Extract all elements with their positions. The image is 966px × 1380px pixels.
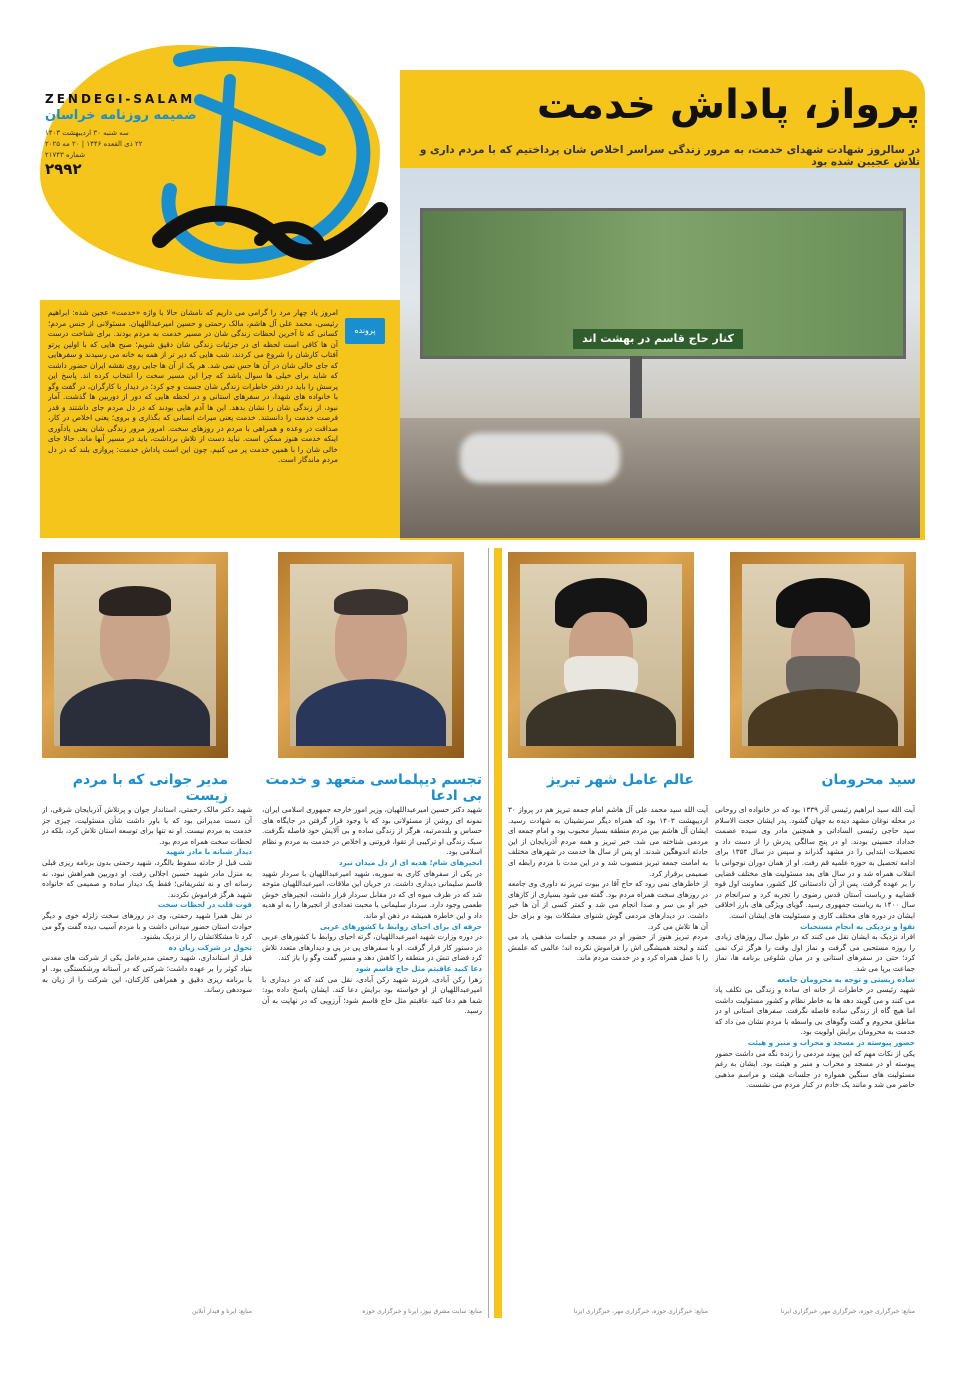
portrait-frame-amirabdollahian (278, 552, 464, 758)
portrait-alehashem (520, 564, 682, 746)
article-raisi-body4: یکی از نکات مهم که این پیوند مردمی را زنده نگه می داشت حضور پیوسته او در مسجد و محراب و منبر و هیئت بود. ایشان به رغم مسئولیت های سنگین همواره در جلسات هیئت و مراسم مذهبی حاضر می شد و مانند یک خادم در کنار مردم می نشست. (715, 1048, 915, 1090)
article-raisi (715, 805, 915, 1305)
blurred-vehicle (460, 433, 620, 483)
article-alehashem-body3: مردم تبریز هنوز از حضور او در مسجد و جلسات مذهبی یاد می کنند و لبخند همیشگی اش را فراموش نکرده اند؛ عالمی که علمش را با عمل همراه کرد و در خدمت مردم ماند. (508, 932, 708, 963)
yellow-column-bar (494, 548, 502, 1318)
portrait-amirabdollahian (290, 564, 452, 746)
article-rahmati-body2: شب قبل از حادثه سقوط بالگرد، شهید رحمتی بدون برنامه ریزی قبلی به منزل مادر شهید حسین اجلالی رفت. او دوربین همراهش نبود، نه رسانه ای و نه تشریفاتی؛ فقط یک دیدار ساده و صمیمی که خانواده شهید هرگز فراموش نکردند. (42, 857, 252, 899)
article-raisi-sub2: ساده زیستی و توجه به محرومان جامعه (777, 974, 915, 984)
article-amirabdollahian-sub2: حرفه ای برای احیای روابط با کشورهای عربی (320, 921, 482, 931)
article-rahmati-body4: قبل از استانداری، شهید رحمتی مدیرعامل یکی از شرکت های معدنی بنیاد کوثر را بر عهده داشت؛ شرکتی که در آستانه ورشکستگی بود. او با برنامه ریزی دقیق و همراهی کارکنان، این شرکت را از زیان به سوددهی رساند. (42, 953, 252, 995)
article-rahmati-body3: در نقل همرا شهید رحمتی، وی در روزهای سخت زلزله خوی و دیگر حوادث استان حضور میدانی داشت و با مردم آسیب دیده گفت وگو می کرد تا مشکلاتشان را از نزدیک بشنود. (42, 910, 252, 942)
masthead-supplement: ضمیمه روزنامه خراسان (45, 108, 197, 123)
article-amirabdollahian-body2: در یکی از سفرهای کاری به سوریه، شهید امیرعبداللهیان با سردار شهید قاسم سلیمانی دیداری داشت. در جریان این ملاقات، امیرعبداللهیان متوجه شد که در ظرف میوه ای که در مقابل سردار قرار داشت، انجیرهای خوش طعمی وجود دارد. سردار سلیمانی با محبت تعدادی از انجیرها را به او هدیه داد و این خاطره همیشه در ذهن او ماند. (262, 868, 482, 920)
article-raisi-intro: آیت الله سید ابراهیم رئیسی آذر ۱۳۳۹ بود که در خانواده ای روحانی در محله نوغان مشهد دیده به جهان گشود. پدر ایشان حجت الاسلام سید حاجی رئیسی الساداتی و همچنین مادر وی سیده عصمت خداداد حسینی بودند. او در پنج سالگی پدرش را از دست داد و تحصیلات ابتدایی را در مشهد گذراند و سپس در سال ۱۳۵۴ برای ادامه تحصیل به حوزه علمیه قم رفت. او از همان دوران نوجوانی با انقلاب همراه شد و در سال های بعد مسئولیت های مختلف قضایی را بر عهده گرفت. پس از آن دادستانی کل کشور، معاونت اول قوه قضاییه و ریاست آستان قدس رضوی را تجربه کرد و سرانجام در سال ۱۴۰۰ به ریاست جمهوری رسید. گویای ویژگی های بارز اخلاقی ایشان در دوره های مختلف کاری و مسئولیت های ایشان است. (715, 805, 915, 920)
caption-raisi: سید محرومان (821, 772, 916, 788)
article-raisi-sub3: حضور پیوسته در مسجد و محراب و منبر و هیئت (747, 1038, 915, 1048)
article-alehashem-intro: آیت الله سید محمد علی آل هاشم امام جمعه تبریز هم در پرواز ۳۰ اردیبهشت ۱۴۰۳ بود که همراه دیگر سرنشینان به شهادت رسید. ایشان آل هاشم بین مردم منطقه بسیار محبوب بود و امام جمعه ای مردمی شناخته می شد. خبر تبریز و همه مردم آذربایجان از این حادثه اندوهگین شدند. او پس از سال ها خدمت در شهرهای مختلف به امامت جمعه تبریز منصوب شد و در این مدت با مردم رابطه ای صمیمی برقرار کرد. (508, 805, 708, 878)
portrait-frame-raisi (730, 552, 916, 758)
portrait-rahmati (54, 564, 216, 746)
intro-text: امروز یاد چهار مرد را گرامی می داریم که نامشان حالا با واژه «خدمت» عجین شده: ابراهیم رئیسی، محمد علی آل هاشم، مالک رحمتی و حسین امیرعبداللهیان. مسئولانی از جنس مردم؛ کسانی که تا آخرین لحظات زندگی شان در مسیر خدمت به مردم بودند. برای شناخت درست آن ها کافی است لحظه ای در جزئیات زندگی شان دقیق شویم؛ صبح هایی که با اولین پرتو آفتاب کارشان را شروع می کردند، شب هایی که دیر تر از همه به خانه می رسیدند و سفرهایی که جای خالی شان در آن ها حس نمی شد. هر یک از آن ها جایی روی نقشه ایران حضور داشت که شاید برای خیلی ها سوال باشد که چرا این مسیر سخت را انتخاب کرده اند. پاسخ این پرسش را باید در دفتر خاطرات زندگی شان جست و جو کرد؛ در دیدار با کارگران، در گفت وگو با خانواده های شهدا، در سفرهای استانی و در لحظه هایی که دور از دوربین ها گذشت. آمار نبود، از زندگی شان را نشان بدهد. این ها آدم هایی بودند که در دل مردم جای داشتند و قدر فرصت خدمت را دانستند. خدمت یعنی میراث انسانی که بگذاری و بروی؛ یعنی اخلاص در کار، صداقت در وعده و همراهی با مردم در روزهای سخت. امروز مرور زندگی شان یعنی یادآوری اینکه خدمت هنوز ممکن است. نباید دست از تلاش برداشت، باید در مسیر آنها ماند. حالا جای خالی شان را با همین خدمت پر می کنیم. چون این است پاداش خدمت: پروازی بلند که در دل مردم ماندگار است. (48, 308, 338, 464)
date-line-1: سه شنبه ۳۰ اردیبهشت ۱۴۰۳ (45, 129, 129, 137)
source-raisi: منابع: خبرگزاری حوزه، خبرگزاری مهر، خبرگزاری ایرنا (780, 1308, 915, 1315)
caption-rahmati: مدیر جوانی که با مردم زیست (72, 772, 228, 804)
caption-amirabdollahian: تجسم دیپلماسی متعهد و خدمت بی ادعا (265, 772, 482, 804)
article-amirabdollahian-body4: زهرا رکن آبادی، فرزند شهید رکن آبادی، نقل می کند که در دیداری با امیرعبداللهیان از او خواسته بود برایش دعا کند. ایشان پاسخ داده بود: شما هم دعا کنید عاقبتم مثل حاج قاسم شود؛ آرزویی که در نهایت به آن رسید. (262, 974, 482, 1016)
article-amirabdollahian (262, 805, 482, 1305)
source-amirabdollahian: منابع: سایت مشرق نیوز، ایرنا و خبرگزاری حوزه (362, 1308, 482, 1315)
masthead-dates (45, 128, 185, 161)
billboard-caption: کنار حاج قاسم در بهشت اند (573, 329, 743, 349)
issue-label: شماره ۲۱۷۴۳ (45, 151, 86, 159)
date-line-2: ۲۲ ذی القعده ۱۴۴۶ | ۲۰ مه ۲۰۲۵ (45, 140, 143, 148)
portrait-frame-rahmati (42, 552, 228, 758)
hero-photo-billboard (400, 168, 920, 538)
source-alehashem: منابع: خبرگزاری حوزه، خبرگزاری مهر، خبرگزاری ایرنا (573, 1308, 708, 1315)
portrait-frame-alehashem (508, 552, 694, 758)
column-divider (488, 548, 489, 1318)
article-rahmati (42, 805, 252, 1305)
hero-subtitle: در سالروز شهادت شهدای خدمت، به مرور زندگی سراسر اخلاص شان پرداختیم که با مردم داری و تلاش عجیبن شده بود (419, 144, 920, 168)
article-amirabdollahian-sub1: انجیرهای شام؛ هدیه ای از دل میدان نبرد (338, 857, 482, 867)
article-rahmati-sub1: دیدار شبانه با مادر شهید (165, 847, 252, 857)
masthead-latin-name: ZENDEGI-SALAM (45, 92, 196, 106)
billboard (420, 208, 906, 359)
article-amirabdollahian-sub3: دعا کنید عاقبتم مثل حاج قاسم شود (355, 963, 482, 973)
intro-badge: پرونده (345, 318, 385, 344)
source-rahmati: منابع: ایرنا و فیدار آنلاین (192, 1308, 252, 1315)
hero-title: پرواز، پاداش خدمت (536, 82, 920, 128)
article-rahmati-intro: شهید دکتر مالک رحمتی، استاندار جوان و پرتلاش آذربایجان شرقی، از آن دست مدیرانی بود که با باور داشت شأن مسئولیت، چیزی جز خدمت به مردم نیست. او نه تنها برای توسعه استان تلاش کرد، بلکه در لحظات سخت همراه مردم بود. (42, 805, 252, 846)
article-raisi-body3: شهید رئیسی در خاطرات از خانه ای ساده و زندگی بی تکلف یاد می کنند و می گویند دهه ها به خاطر نظام و کشور مسئولیت داشت اما هیچ گاه از زندگی ساده فاصله نگرفت. سفرهای استانی او در مناطق محروم و گفت وگوهای بی واسطه با مردم نشان می داد که خدمت به محرومان برایش اولویت بود. (715, 985, 915, 1037)
article-raisi-body2: افراد نزدیک به ایشان نقل می کنند که در طول سال روزهای زیادی را روزه مستحبی می گرفت و نماز اول وقت را هرگز ترک نمی کرد؛ حتی در سفرهای استانی و در میان شلوغی برنامه ها، نماز جماعت برپا می شد. (715, 932, 915, 973)
article-rahmati-sub2: قوت قلب در لحظات سخت (157, 900, 252, 910)
portrait-raisi (742, 564, 904, 746)
article-amirabdollahian-body3: در دوره وزارت شهید امیرعبداللهیان، گرته احیای روابط با کشورهای عربی در دستور کار قرار گرفت. او با سفرهای پی در پی و دیدارهای متعدد تلاش کرد فضای تنش در منطقه را کاهش دهد و مسیر گفت وگو را باز کند. (262, 932, 482, 963)
caption-alehashem: عالم عامل شهر تبریز (546, 772, 694, 788)
issue-number: ۲۹۹۲ (45, 160, 82, 178)
article-amirabdollahian-intro: شهید دکتر حسین امیرعبداللهیان، وزیر امور خارجه جمهوری اسلامی ایران، نمونه ای روشن از مسئولانی بود که با وجود قرار گرفتن در جایگاه های حساس و بلندمرتبه، هرگز از زندگی ساده و بی آلایش خود فاصله نگرفت. سبک زندگی او ترکیبی از تقوا، فروتنی و اخلاص در خدمت به مردم و نظام اسلامی بود. (262, 805, 482, 857)
article-alehashem (508, 805, 708, 1305)
article-raisi-sub1: تقوا و نزدیکی به انجام مستحبات (800, 921, 915, 931)
article-rahmati-sub3: تحول در شرکت زیان ده (168, 942, 252, 952)
article-alehashem-body2: از خاطرهای نمی رود که حاج آقا در بیوت تبریز نه داوری وی جامعه در روزهای سخت همراه مردم بود. گفته می شود بسیاری از کارهای خیر او بی سر و صدا انجام می شد و کمتر کسی از آن ها خبر داشت. در دیدارهای مردمی گوش شنوای مشکلات بود و برای حل آن ها تلاش می کرد. (508, 879, 708, 931)
